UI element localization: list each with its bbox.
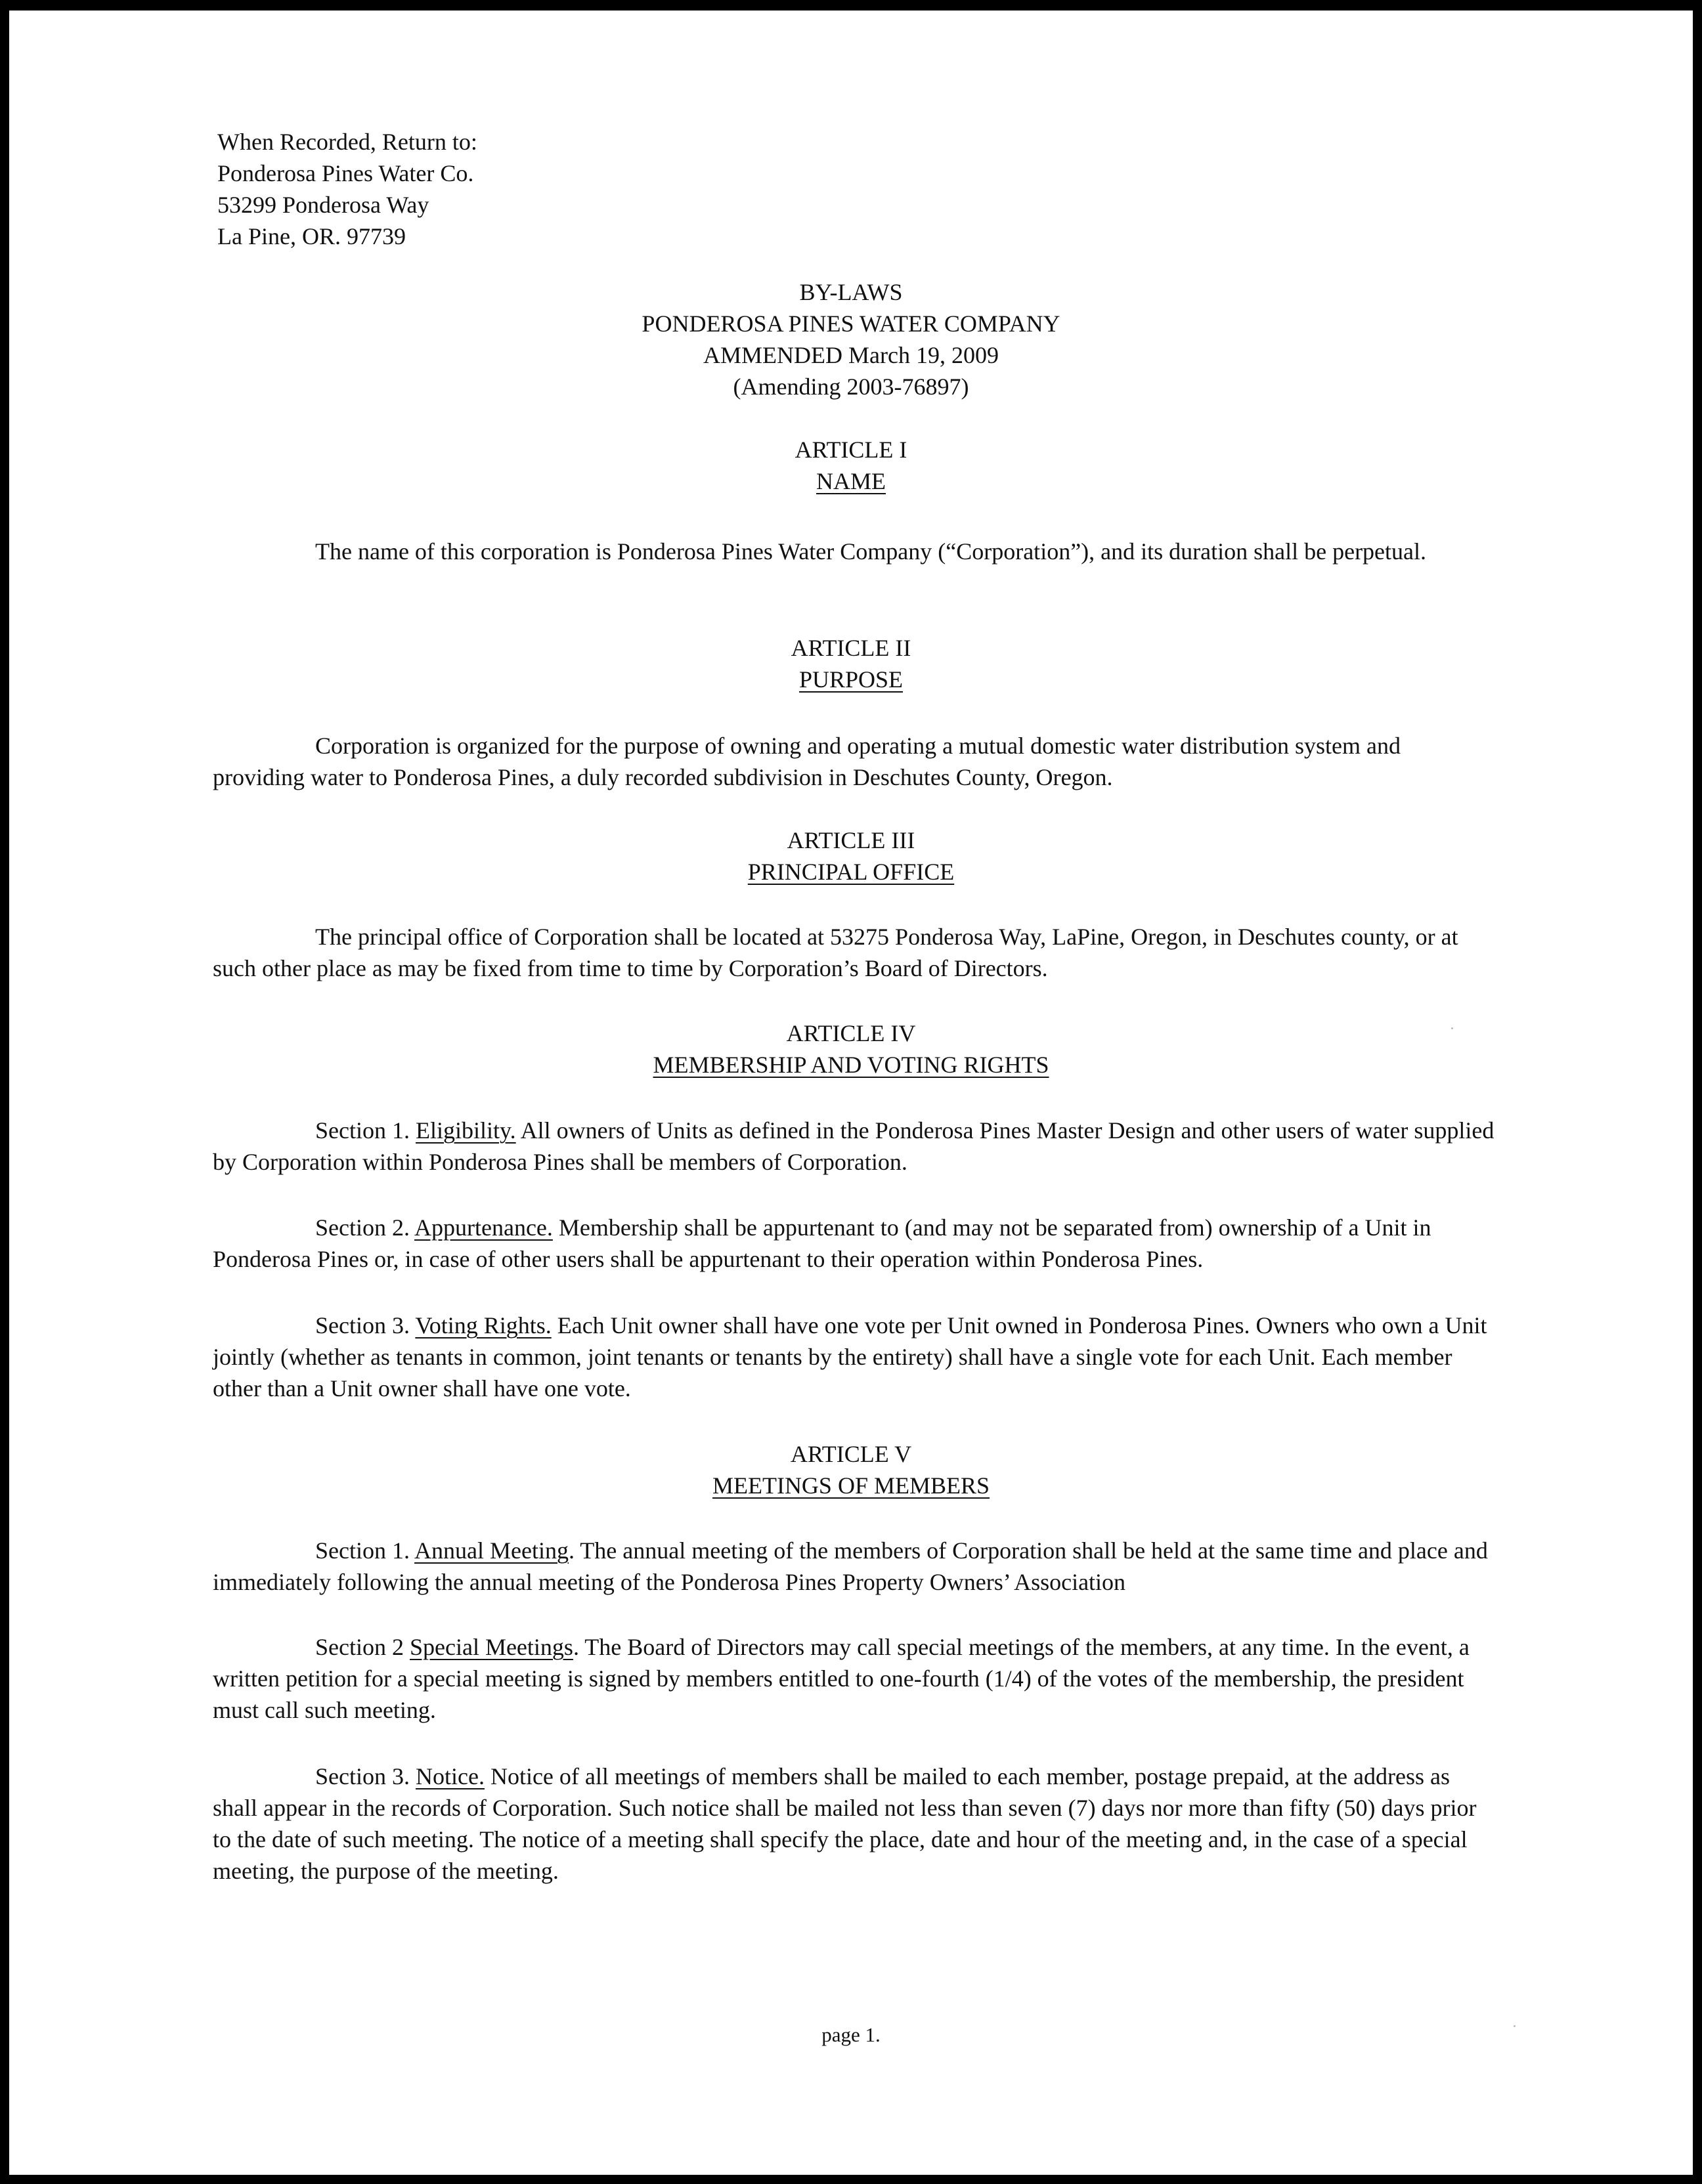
article-paragraph	[213, 730, 1497, 793]
article-heading	[0, 1438, 1702, 1501]
section-label: Section 1.	[315, 1537, 414, 1564]
article-paragraph	[213, 921, 1497, 984]
section-paragraph	[213, 1212, 1497, 1275]
section-text: Notice of all meetings of members shall be mailed to each member, postage prepaid, at the address as shall appear in the records of Corporation. Such notice shall be mailed not less than seven (7) days nor more than fifty (50) days prior to the date of such meeting. The notice of a meeting shall specify the place, date and hour of the meeting and, in the case of a special meeting, the purpose of the meeting.	[213, 1763, 1477, 1884]
article-heading	[0, 824, 1702, 888]
section-label: Section 2.	[315, 1214, 414, 1241]
section-label: Section 2	[315, 1634, 410, 1660]
paragraph-text: The principal office of Corporation shall be located at 53275 Ponderosa Way, LaPine, Oregon, in Deschutes county, or at such other place as may be fixed from time to time by Corporation’s Board of Directors.	[213, 924, 1458, 981]
section-paragraph	[213, 1631, 1497, 1726]
return-address-block	[217, 126, 477, 252]
article-title: MEMBERSHIP AND VOTING RIGHTS	[653, 1052, 1049, 1078]
section-text: Each Unit owner shall have one vote per Unit owned in Ponderosa Pines. Owners who own a Unit jointly (whether as tenants in common, joint tenants or tenants by the entirety) shall have a single vote for each Unit. Each member other than a Unit owner shall have one vote.	[213, 1312, 1487, 1402]
section-heading: Appurtenance.	[414, 1214, 553, 1241]
section-heading: Special Meetings	[409, 1634, 573, 1660]
return-address-line: 53299 Ponderosa Way	[217, 192, 429, 218]
document-title: BY-LAWS	[799, 279, 903, 305]
amending-reference: (Amending 2003-76897)	[733, 374, 969, 400]
section-heading: Annual Meeting	[414, 1537, 569, 1564]
section-label: Section 3.	[315, 1763, 416, 1789]
section-text: Membership shall be appurtenant to (and may not be separated from) ownership of a Unit in Ponderosa Pines or, in case of other users shall be appurtenant to their operation within Ponderosa Pines.	[213, 1214, 1431, 1272]
page-number: page 1.	[821, 2023, 881, 2046]
article-number: ARTICLE I	[795, 437, 907, 463]
section-paragraph	[213, 1310, 1497, 1404]
document-header	[0, 276, 1702, 402]
section-text: . The Board of Directors may call special meetings of the members, at any time. In the event, a written petition for a special meeting is signed by members entitled to one-fourth (1/4) of the votes of the membership, the president must call such meeting.	[213, 1634, 1470, 1723]
scan-speck	[1451, 1027, 1453, 1029]
paragraph-text: Corporation is organized for the purpose of owning and operating a mutual domestic water distribution system and providing water to Ponderosa Pines, a duly recorded subdivision in Deschutes County, Oregon.	[213, 733, 1401, 790]
section-paragraph	[213, 1761, 1497, 1887]
section-text: All owners of Units as defined in the Ponderosa Pines Master Design and other users of water supplied by Corporation within Ponderosa Pines shall be members of Corporation.	[213, 1117, 1495, 1175]
company-name: PONDEROSA PINES WATER COMPANY	[642, 310, 1060, 337]
return-address-line: La Pine, OR. 97739	[217, 223, 406, 249]
article-title: PURPOSE	[798, 666, 904, 693]
article-title: PRINCIPAL OFFICE	[747, 859, 955, 885]
article-title: NAME	[816, 468, 886, 494]
article-number: ARTICLE IV	[786, 1020, 916, 1046]
return-address-line: When Recorded, Return to:	[217, 129, 477, 155]
return-address-line: Ponderosa Pines Water Co.	[217, 160, 474, 186]
section-label: Section 1.	[315, 1117, 416, 1144]
section-paragraph	[213, 1115, 1497, 1178]
section-heading: Eligibility.	[415, 1117, 516, 1144]
section-text: . The annual meeting of the members of Corporation shall be held at the same time and place and immediately following the annual meeting of the Ponderosa Pines Property Owners’ Association	[213, 1537, 1488, 1595]
article-paragraph	[213, 536, 1497, 567]
article-number: ARTICLE V	[790, 1441, 912, 1467]
article-heading	[0, 434, 1702, 497]
article-number: ARTICLE III	[787, 827, 915, 853]
paragraph-text: The name of this corporation is Ponderosa Pines Water Company (“Corporation”), and its duration shall be perpetual.	[315, 538, 1427, 565]
article-heading	[0, 632, 1702, 695]
section-heading: Notice.	[415, 1763, 485, 1789]
section-heading: Voting Rights.	[415, 1312, 552, 1338]
article-heading	[0, 1017, 1702, 1081]
scan-speck	[1514, 2025, 1516, 2027]
article-title: MEETINGS OF MEMBERS	[712, 1472, 990, 1499]
amended-date: AMMENDED March 19, 2009	[703, 342, 999, 368]
section-label: Section 3.	[315, 1312, 416, 1338]
section-paragraph	[213, 1535, 1497, 1598]
article-number: ARTICLE II	[791, 635, 911, 661]
